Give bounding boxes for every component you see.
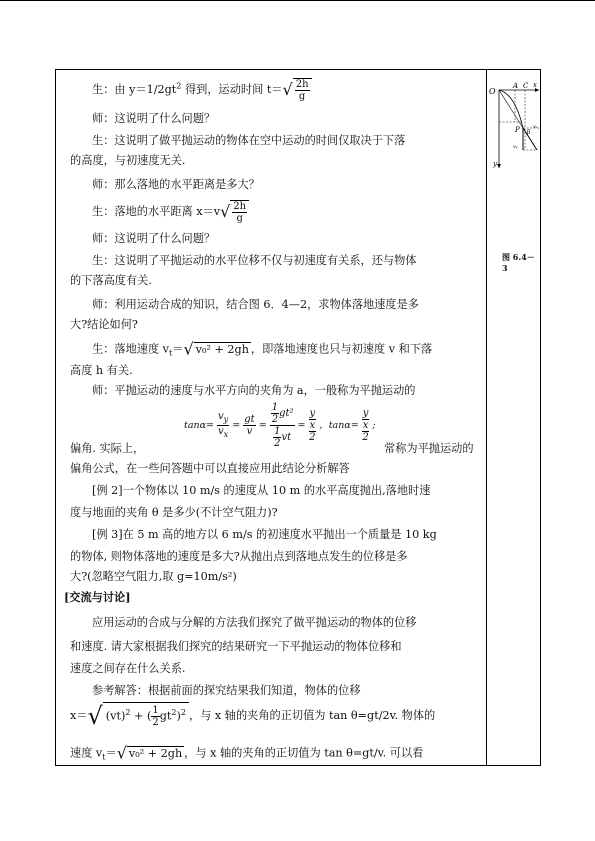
vy-sub: y xyxy=(223,415,229,424)
frac-den: g xyxy=(298,91,306,102)
gt: gt xyxy=(159,709,172,723)
one: 1 xyxy=(274,426,281,437)
label-vy: vᵧ xyxy=(513,144,518,150)
line-26-suffix: ，与 x 轴的夹角的正切值为 tan θ=gt/2v. 物体的 xyxy=(188,709,436,722)
one: 1 xyxy=(271,402,279,413)
tan-label: tanα= xyxy=(184,420,214,431)
tan-alpha-2: ，tanα= xyxy=(319,420,359,431)
line-12-suffix: ，即落地速度也只与初速度 v 和下落 xyxy=(250,342,433,356)
figure-caption: 图 6.4－3 xyxy=(502,252,535,273)
x: x xyxy=(309,420,316,431)
y: y xyxy=(309,408,316,419)
line-1-sup: 2 xyxy=(176,81,182,91)
line-18: 度与地面的夹角 θ 是多少(不计空气阻力)? xyxy=(70,506,278,519)
x: x xyxy=(362,420,369,431)
frac-y-x2 xyxy=(309,408,317,443)
plus: + xyxy=(134,709,144,723)
line-12-text: 生：落地速度 v xyxy=(92,342,170,356)
line-27-eq: ＝ xyxy=(105,746,117,760)
label-vt: vₜ xyxy=(533,124,538,130)
frac-num: 2h xyxy=(295,79,309,90)
line-6 xyxy=(92,200,249,224)
vx: v xyxy=(218,426,224,437)
frac-gt-v xyxy=(243,414,255,437)
two: 2 xyxy=(152,717,159,728)
line-20: 的物体, 则物体落地的速度是多大?从抛出点到落地点发生的位移是多 xyxy=(70,550,408,563)
displacement-line xyxy=(499,90,523,128)
gt: gt xyxy=(244,414,255,425)
line-26 xyxy=(70,702,435,730)
label-p: P xyxy=(515,126,520,134)
vt: vt xyxy=(110,709,121,723)
label-beta: β xyxy=(527,129,531,136)
vt: vt xyxy=(281,432,292,443)
two: 2 xyxy=(271,414,279,425)
line-1-mid: 得到，运动时间 t＝ xyxy=(181,83,283,96)
line-9: 的下落高度有关. xyxy=(70,274,152,287)
line-8: 生：这说明了平抛运动的水平位移不仅与初速度有关系，还与物体 xyxy=(92,254,417,267)
line-12-sub: t xyxy=(169,348,173,358)
frac-big xyxy=(270,402,295,449)
eq-1: = xyxy=(232,420,241,431)
two: 2 xyxy=(274,438,281,449)
line-15: 偏角. 实际上， xyxy=(70,442,145,455)
line-10: 师：利用运动合成的知识，结合图 6．4—2，求物体落地速度是多 xyxy=(92,298,419,311)
table-frame xyxy=(55,69,541,766)
section-heading: [交流与讨论] xyxy=(64,590,131,604)
line-1 xyxy=(92,78,312,102)
radicand: v₀² + 2gh xyxy=(195,343,249,356)
line-2: 师：这说明了什么问题？ xyxy=(92,112,216,125)
two: 2 xyxy=(362,432,369,443)
frac-num: 2h xyxy=(233,201,247,212)
eq-2: = xyxy=(258,420,267,431)
label-c: C xyxy=(523,82,529,90)
line-11: 大?结论如何? xyxy=(70,318,138,331)
line-12-eq: ＝ xyxy=(172,342,184,356)
line-1-text: 生：由 y＝1/2gt xyxy=(92,83,177,96)
line-19: [例 3]在 5 m 高的地方以 6 m/s 的初速度水平抛出一个质量是 10 kg xyxy=(92,528,437,541)
frac-den: g xyxy=(236,213,243,224)
tan-formula xyxy=(184,402,376,449)
vy: v xyxy=(218,411,224,422)
x-eq: x＝ xyxy=(70,709,88,722)
line-15-right: 常称为平抛运动的 xyxy=(384,442,474,455)
line-5: 师：那么落地的水平距离是多大？ xyxy=(92,178,260,191)
y-axis-arrow xyxy=(497,164,501,168)
v: v xyxy=(246,426,253,437)
radicand: v₀² + 2gh xyxy=(128,747,183,760)
line-21: 大?(忽略空气阻力,取 g=10m/s²) xyxy=(70,570,237,583)
label-o: O xyxy=(489,87,496,96)
label-x: x xyxy=(533,81,537,89)
sq-out: 2 xyxy=(180,707,186,717)
sqrt-v0-2gh-2: √ v₀² + 2gh xyxy=(116,743,183,763)
line-24: 速度之间存在什么关系. xyxy=(70,662,186,675)
line-7: 师：这说明了什么问题？ xyxy=(92,232,216,245)
label-y: y xyxy=(493,160,497,168)
frac-vy-vx xyxy=(217,411,229,440)
line-25: 参考解答：根据前面的探究结果我们知道，物体的位移 xyxy=(92,684,361,697)
semicolon: ; xyxy=(372,420,376,431)
line-27-suffix: ，与 x 轴的夹角的正切值为 tan θ=gt/v. 可以看 xyxy=(184,746,424,760)
gt2: gt² xyxy=(279,408,294,419)
sqrt-2h-g: √ $\frac{2h}{g}$ xyxy=(283,78,312,102)
vx-sub: x xyxy=(223,430,229,439)
top-rule xyxy=(0,0,595,1)
line-22: 应用运动的合成与分解的方法我们探究了做平抛运动的物体的位移 xyxy=(92,616,417,629)
eq-3: = xyxy=(297,420,306,431)
line-3: 生：这说明了做平抛运动的物体在空中运动的时间仅取决于下落 xyxy=(92,134,406,147)
line-6-text: 生：落地的水平距离 x＝v xyxy=(92,205,221,218)
line-4: 的高度，与初速度无关. xyxy=(70,154,186,167)
line-27 xyxy=(70,743,424,765)
line-17: [例 2]一个物体以 10 m/s 的速度从 10 m 的水平高度抛出,落地时速 xyxy=(92,484,431,497)
sq: 2 xyxy=(125,707,131,717)
line-27-sub: t xyxy=(102,752,106,762)
one: 1 xyxy=(152,705,159,716)
line-13: 高度 h 有关. xyxy=(70,364,133,377)
two: 2 xyxy=(309,432,316,443)
line-16: 偏角公式，在一些问答题中可以直接应用此结论分析解答 xyxy=(70,462,350,475)
sqrt-v0-2gh: √ v₀² + 2gh xyxy=(183,339,249,359)
line-27-text: 速度 v xyxy=(70,746,103,760)
sq2: 2 xyxy=(171,707,177,717)
sqrt-2h-g-2: √ $\frac{2h}{g}$ xyxy=(220,200,249,224)
sqrt-displacement: √ (vt)$^2$ + ( $\frac{1}{2}$ $gt^2)^2$ xyxy=(88,702,189,730)
line-23: 和速度. 请大家根据我们探究的结果研究一下平抛运动的物体位移和 xyxy=(70,640,402,653)
line-12 xyxy=(92,339,433,361)
projectile-figure xyxy=(487,70,541,190)
frac-y-x2-b xyxy=(362,408,370,443)
y: y xyxy=(362,408,369,419)
label-a: A xyxy=(513,82,519,90)
line-14: 师：平抛运动的速度与水平方向的夹角为 a，一般称为平抛运动的 xyxy=(92,384,416,397)
